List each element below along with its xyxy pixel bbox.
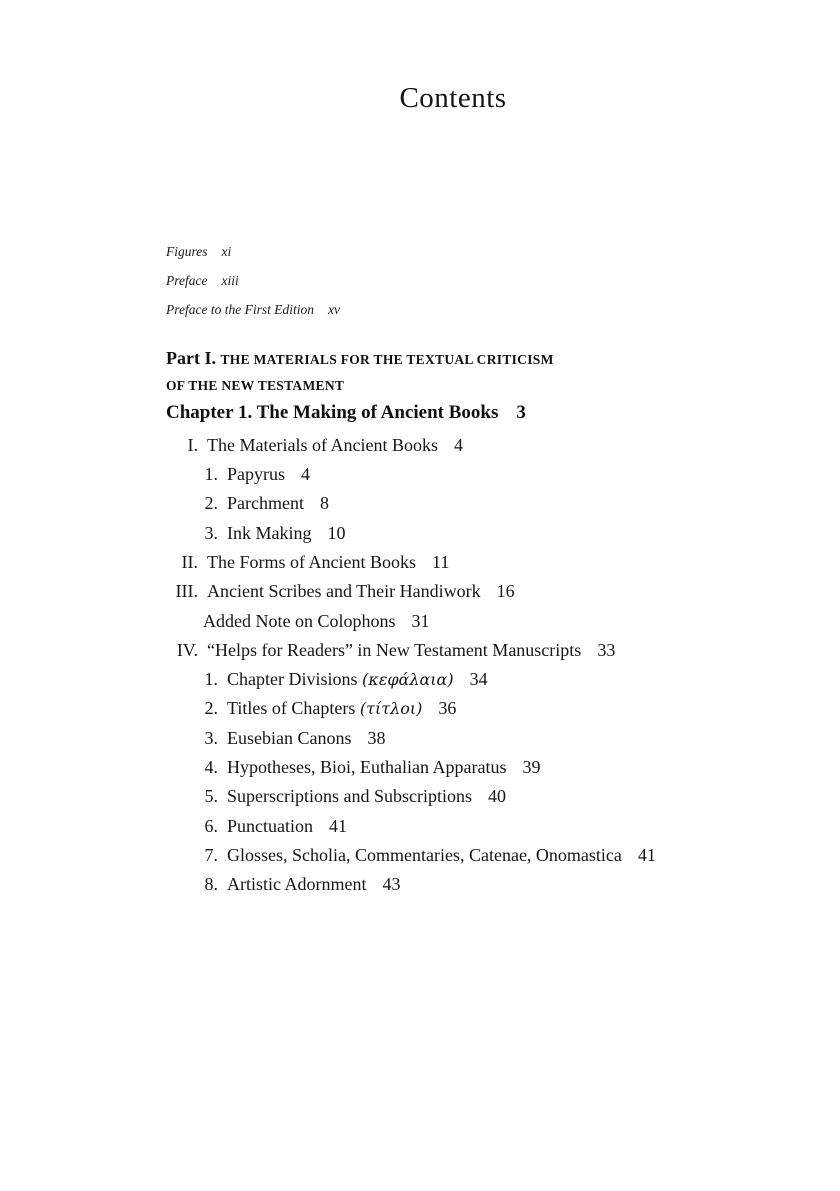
entry-page: 8 (319, 493, 329, 513)
front-matter-page: xv (327, 302, 340, 317)
entry-page: 33 (597, 640, 616, 660)
entry-text: Titles of Chapters (227, 698, 356, 718)
entry-greek-term: (τίτλοι) (359, 699, 423, 718)
entry-page: 40 (488, 786, 506, 806)
entry-number: 5. (204, 786, 218, 806)
entry-number: 8. (204, 874, 218, 894)
entry-text: Glosses, Scholia, Commentaries, Catenae, Onomastica (227, 845, 622, 865)
chapter-label: Chapter 1. The Making of Ancient Books (166, 402, 499, 423)
front-matter-page: xiii (221, 273, 239, 288)
entry-text: Added Note on Colophons (203, 611, 396, 631)
entry-text: Parchment (227, 493, 304, 513)
toc-entry (200, 844, 656, 866)
toc-entry (200, 668, 488, 691)
entry-page: 43 (382, 874, 401, 894)
entry-greek-term: (κεφάλαια) (362, 670, 454, 689)
entry-number: II. (181, 552, 198, 572)
entry-text: Eusebian Canons (227, 728, 352, 748)
toc-entry (200, 815, 347, 837)
entry-text: Ancient Scribes and Their Handiwork (207, 581, 481, 601)
entry-page: 4 (301, 464, 310, 484)
entry-page: 4 (453, 435, 463, 455)
entry-text: “Helps for Readers” in New Testament Manuscripts (207, 640, 582, 660)
entry-page: 36 (438, 698, 457, 718)
entry-page: 16 (496, 581, 515, 601)
entry-number: 3. (204, 728, 218, 748)
front-matter-page: xi (221, 244, 232, 259)
entry-number: 3. (204, 523, 218, 543)
toc-entry (166, 639, 615, 661)
entry-page: 41 (329, 816, 347, 836)
toc-entry (200, 492, 329, 514)
entry-text: Superscriptions and Subscriptions (227, 786, 472, 806)
entry-page: 34 (469, 669, 488, 689)
entry-number: 2. (204, 493, 218, 513)
toc-entry (200, 756, 540, 778)
toc-entry (166, 580, 515, 602)
entry-text: The Materials of Ancient Books (207, 435, 438, 455)
front-matter-item-figures (166, 244, 231, 260)
entry-text: Artistic Adornment (227, 874, 367, 894)
entry-page: 31 (411, 611, 430, 631)
part-heading-line-1 (166, 346, 554, 372)
chapter-page: 3 (516, 402, 526, 423)
entry-number: 7. (204, 845, 218, 865)
part-label: Part I. (166, 348, 216, 368)
toc-entry (200, 873, 400, 895)
entry-page: 39 (522, 757, 541, 777)
entry-text: Punctuation (227, 816, 313, 836)
toc-entry (200, 522, 346, 544)
entry-page: 38 (367, 728, 386, 748)
part-heading-line-2 (166, 372, 554, 398)
entry-number: IV. (176, 640, 198, 660)
part-heading (166, 346, 554, 398)
entry-text: Chapter Divisions (227, 669, 358, 689)
toc-entry (200, 785, 506, 807)
entry-number: III. (175, 581, 198, 601)
toc-entry-note (203, 610, 430, 632)
toc-entry (200, 727, 385, 749)
toc-entry (166, 551, 449, 573)
toc-entry (200, 697, 456, 720)
entry-text: Ink Making (227, 523, 312, 543)
front-matter-item-preface (166, 273, 239, 289)
toc-entry (166, 434, 463, 456)
entry-page: 11 (432, 552, 450, 572)
entry-text: The Forms of Ancient Books (207, 552, 416, 572)
entry-text: Papyrus (227, 464, 285, 484)
entry-number: I. (187, 435, 198, 455)
toc-entry (200, 463, 310, 485)
part-title-line-2: OF THE NEW TESTAMENT (166, 378, 345, 393)
entry-text: Hypotheses, Bioi, Euthalian Apparatus (227, 757, 507, 777)
front-matter-label: Preface to the First Edition (166, 302, 314, 317)
front-matter-item-preface-first-edition (166, 302, 340, 318)
front-matter-label: Figures (166, 244, 208, 259)
entry-page: 10 (327, 523, 346, 543)
entry-number: 2. (204, 698, 218, 718)
entry-number: 4. (204, 757, 218, 777)
entry-number: 1. (204, 669, 218, 689)
part-title-line-1: THE MATERIALS FOR THE TEXTUAL CRITICISM (220, 352, 554, 367)
chapter-heading (166, 402, 526, 424)
front-matter-label: Preface (166, 273, 208, 288)
entry-page: 41 (637, 845, 656, 865)
entry-number: 6. (204, 816, 218, 836)
page-title: Contents (399, 82, 507, 114)
entry-number: 1. (204, 464, 218, 484)
